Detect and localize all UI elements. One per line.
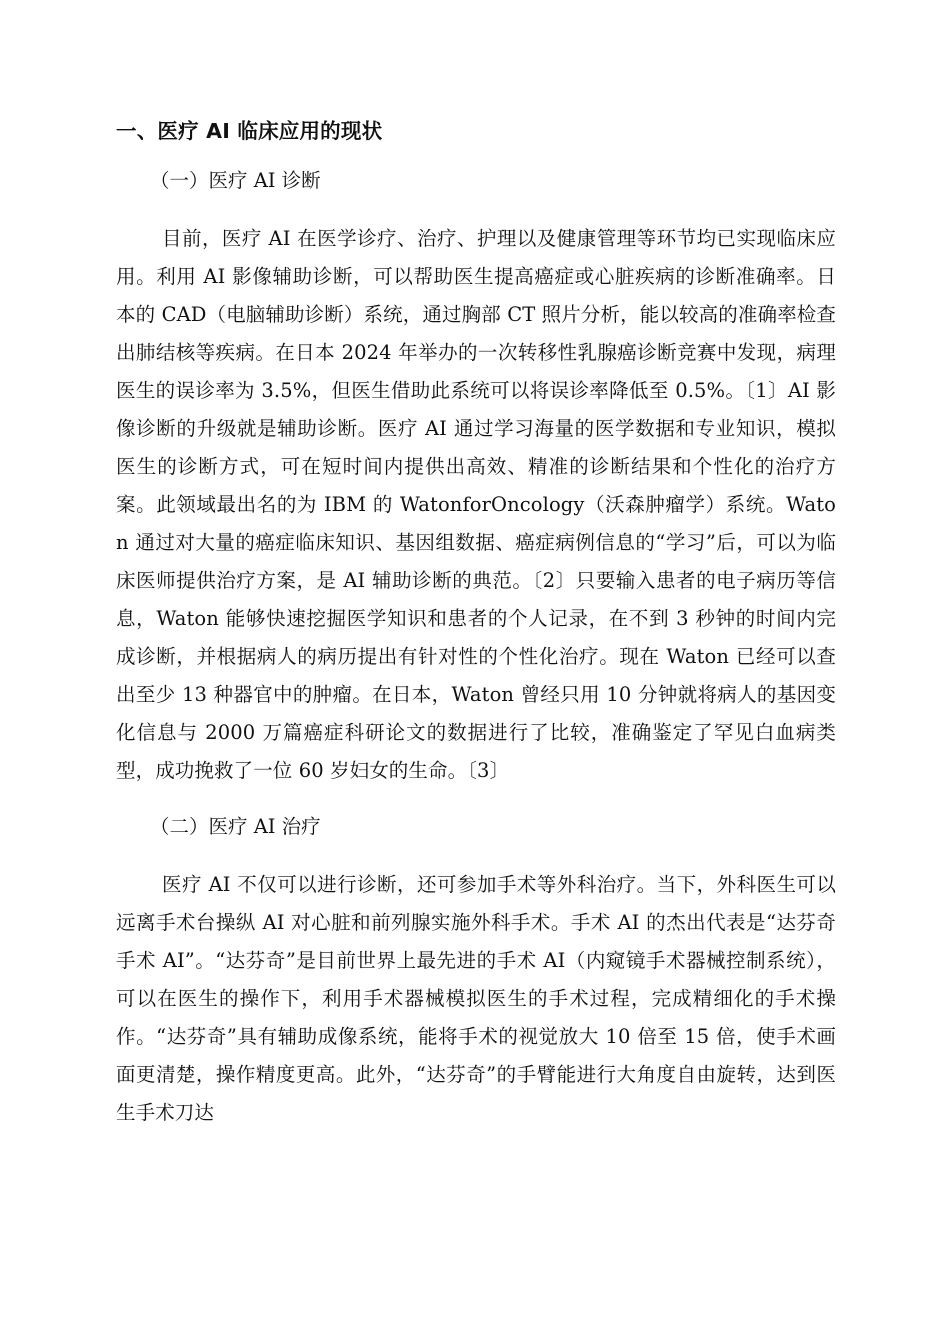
section-heading: 一、医疗 AI 临床应用的现状	[116, 119, 383, 143]
subsection-heading-diagnosis: （一）医疗 AI 诊断	[150, 169, 321, 192]
paragraph-treatment: 医疗 AI 不仅可以进行诊断，还可参加手术等外科治疗。当下，外科医生可以远离手术台操纵 AI 对心脏和前列腺实施外科手术。手术 AI 的杰出代表是“达芬奇手术 AI”。“达芬奇”是目前世界上最先进的手术 AI（内窥镜手术器械控制系统），可以在医生的操作下，利用手术器械模拟医生的手术过程，完成精细化的手术操作。“达芬奇”具有辅助成像系统，能将手术的视觉放大 10 倍至 15 倍，使手术画面更清楚，操作精度更高。此外，“达芬奇”的手臂能进行大角度自由旋转，达到医生手术刀达	[116, 873, 836, 1124]
subsection-heading-treatment: （二）医疗 AI 治疗	[150, 815, 321, 838]
paragraph-diagnosis: 目前，医疗 AI 在医学诊疗、治疗、护理以及健康管理等环节均已实现临床应用。利用 AI 影像辅助诊断，可以帮助医生提高癌症或心脏疾病的诊断准确率。日本的 CAD（电脑辅助诊断）系统，通过胸部 CT 照片分析，能以较高的准确率检查出肺结核等疾病。在日本 2024 年举办的一次转移性乳腺癌诊断竞赛中发现，病理医生的误诊率为 3.5%，但医生借助此系统可以将误诊率降低至 0.5%。〔1〕AI 影像诊断的升级就是辅助诊断。医疗 AI 通过学习海量的医学数据和专业知识，模拟医生的诊断方式，可在短时间内提供出高效、精准的诊断结果和个性化的治疗方案。此领域最出名的为 IBM 的 WatonforOncology（沃森肿瘤学）系统。Waton 通过对大量的癌症临床知识、基因组数据、癌症病例信息的“学习”后，可以为临床医师提供治疗方案，是 AI 辅助诊断的典范。〔2〕只要输入患者的电子病历等信息，Waton 能够快速挖掘医学知识和患者的个人记录，在不到 3 秒钟的时间内完成诊断，并根据病人的病历提出有针对性的个性化治疗。现在 Waton 已经可以查出至少 13 种器官中的肿瘤。在日本，Waton 曾经只用 10 分钟就将病人的基因变化信息与 2000 万篇癌症科研论文的数据进行了比较，准确鉴定了罕见白血病类型，成功挽救了一位 60 岁妇女的生命。〔3〕	[116, 227, 836, 782]
